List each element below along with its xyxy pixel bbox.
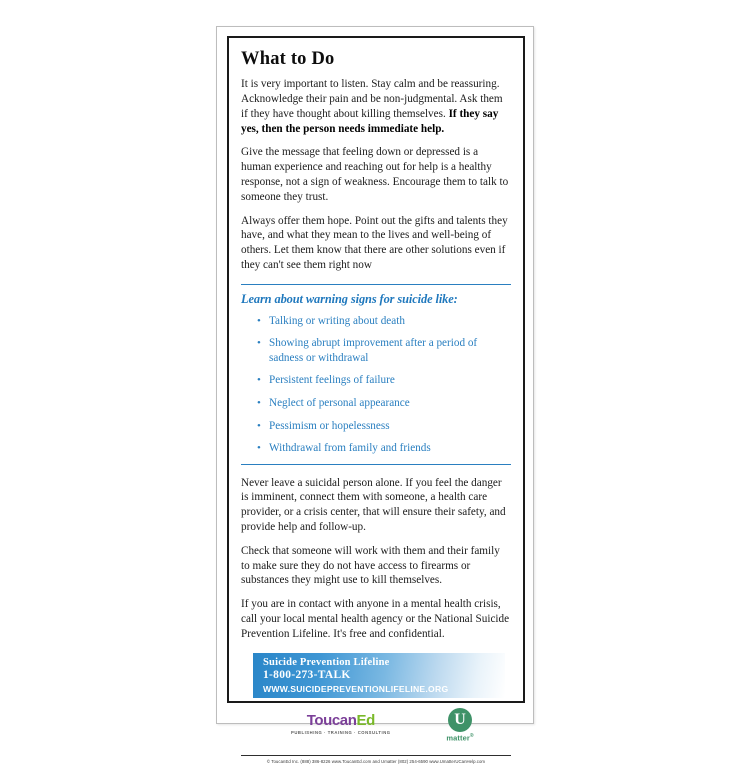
brochure-card-inner — [227, 36, 525, 764]
guidance-paragraph-1: Never leave a suicidal person alone. If you feel the danger is imminent, connect them with someone, a health care provider, or a crisis center, that will ensure their safety, and provide help and follow-up. — [241, 476, 506, 533]
warning-signs-section — [241, 284, 511, 465]
umatter-u-glyph: U — [454, 711, 466, 729]
list-item-label: Persistent feelings of failure — [269, 374, 395, 387]
umatter-circle-icon — [448, 708, 472, 732]
suicide-prevention-lifeline-banner — [253, 653, 505, 698]
umatter-registered-mark: ® — [469, 733, 474, 740]
bullet-icon: • — [257, 442, 261, 455]
umatter-wordmark — [437, 733, 483, 743]
guidance-paragraph-3: If you are in contact with anyone in a mental health crisis, call your local mental health agency or the National Suicide Prevention Lifeline. It's free and confidential. — [241, 598, 510, 640]
lifeline-website-url[interactable]: WWW.SUICIDEPREVENTIONLIFELINE.ORG — [263, 684, 449, 695]
lifeline-title: Suicide Prevention Lifeline — [263, 657, 390, 669]
list-item-label: Showing abrupt improvement after a period of sadness or withdrawal — [269, 337, 478, 364]
toucaned-wordmark — [291, 713, 391, 728]
intro-paragraph-3: Always offer them hope. Point out the gifts and talents they have, and what they mean to the lives and well-being of others. Let them know that there are other solutions even if they can't see them right now — [241, 214, 508, 271]
intro-paragraph-2: Give the message that feeling down or depressed is a human experience and reaching out for help is a healthy response, not a sign of weakness. Encourage them to talk to someone they trust. — [241, 146, 509, 203]
lower-guidance-section — [241, 474, 511, 642]
bullet-icon: • — [257, 419, 261, 432]
intro-paragraph-1 — [241, 77, 511, 136]
umatter-logo — [437, 708, 483, 743]
list-item — [257, 314, 511, 329]
list-item — [257, 336, 511, 365]
lifeline-phone-number: 1-800-273-TALK — [263, 669, 351, 682]
toucaned-logo — [291, 713, 391, 735]
toucaned-wordmark-part1: Toucan — [306, 712, 357, 730]
intro-paragraph-1-plain: It is very important to listen. Stay calm and be reassuring. Acknowledge their pain and be non-judgmental. Ask them if they have thought about killing themselves. — [241, 78, 503, 120]
intro-paragraph-1-bold: If they say yes, then the person needs immediate help. — [241, 107, 499, 135]
bullet-icon: • — [257, 314, 261, 327]
brochure-card-outer — [216, 26, 534, 764]
warning-signs-list — [241, 314, 511, 456]
list-item-label: Talking or writing about death — [269, 314, 405, 327]
bullet-icon: • — [257, 396, 261, 409]
copyright-line: © ToucanEd Inc. (888) 386-8226 www.ToucanEd.com and Umatter (802) 254-6590 www.UmatterUCanHelp.com — [266, 759, 486, 764]
guidance-paragraph-2: Check that someone will work with them and their family to make sure they do not have access to firearms or substances they might use to kill themselves. — [241, 544, 500, 587]
warning-signs-heading: Learn about warning signs for suicide like: — [241, 291, 458, 306]
toucaned-tagline: PUBLISHING · TRAINING · CONSULTING — [291, 730, 391, 736]
list-item — [257, 441, 511, 456]
list-item — [257, 373, 511, 388]
copyright-divider — [241, 755, 511, 756]
logo-row — [241, 708, 511, 752]
list-item-label: Neglect of personal appearance — [269, 396, 410, 409]
list-item-label: Withdrawal from family and friends — [269, 442, 431, 455]
umatter-wordmark-text: matter — [446, 733, 470, 743]
list-item — [257, 419, 511, 434]
bullet-icon: • — [257, 374, 261, 387]
page-title: What to Do — [241, 49, 335, 69]
list-item-label: Pessimism or hopelessness — [269, 419, 390, 432]
toucaned-wordmark-part2: Ed — [356, 712, 375, 730]
bullet-icon: • — [257, 337, 261, 350]
list-item — [257, 396, 511, 411]
